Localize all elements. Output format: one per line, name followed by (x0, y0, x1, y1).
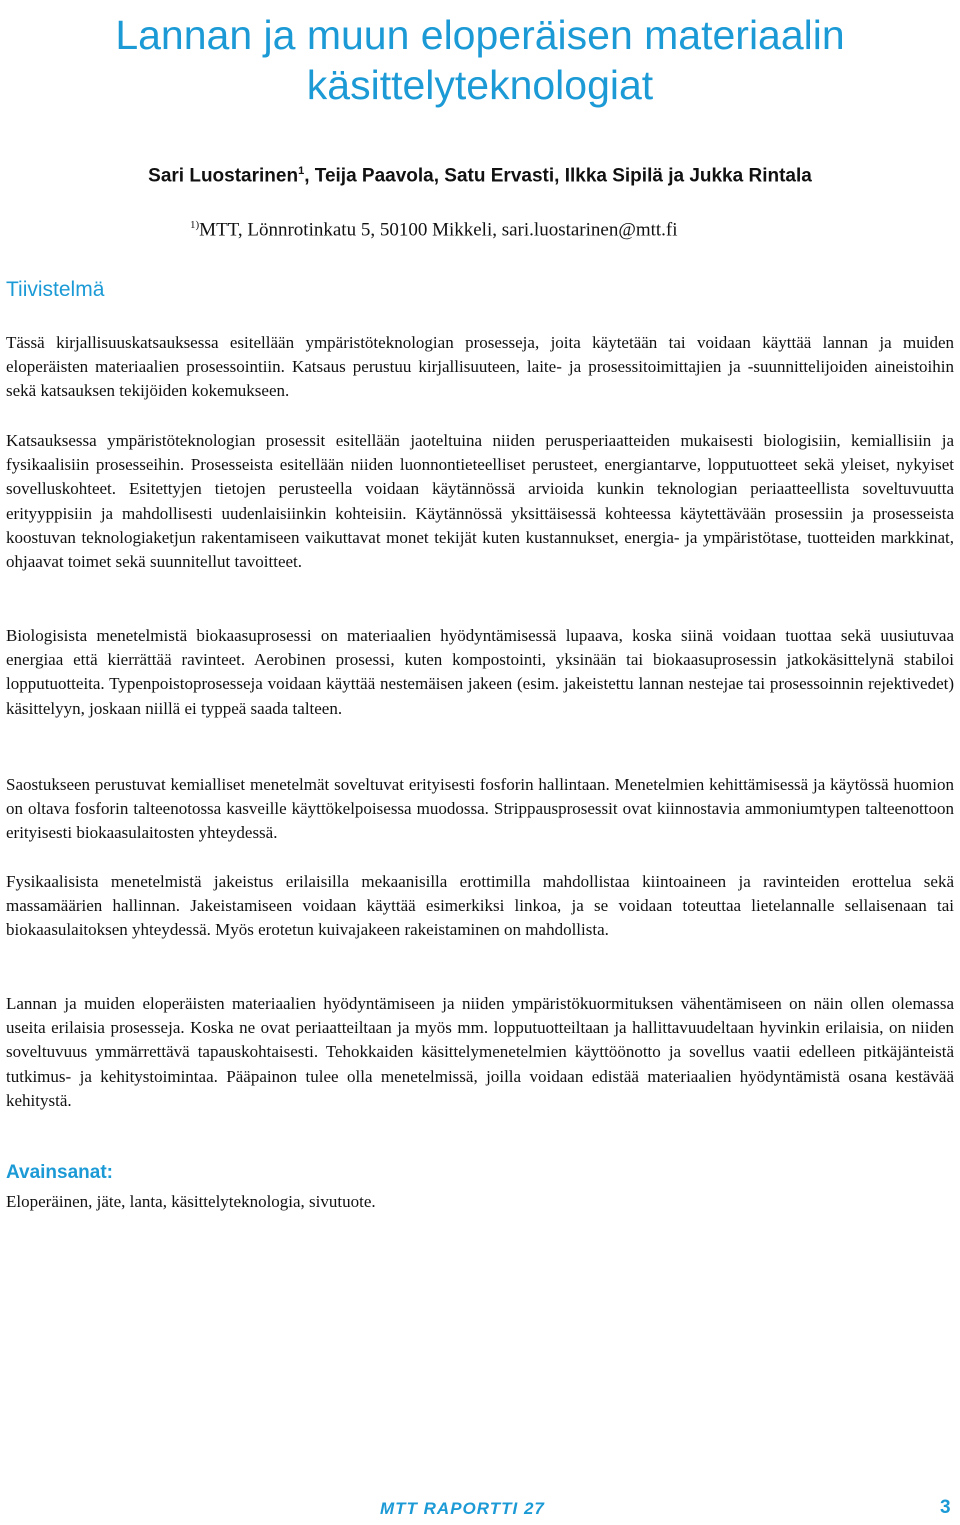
abstract-paragraph-2: Katsauksessa ympäristöteknologian prosessit esitellään jaoteltuina niiden perusperiaatteiden mukaisesti biologisiin, kemiallisiin ja fysikaalisiin prosesseihin. Prosesseista esitellään niiden luonnontieteelliset perusteet, energiantarve, lopputuotteet sekä yleiset, nykyiset sovelluskohteet. Esitettyjen tietojen perusteella voidaan käytännössä arvioida kunkin teknologian periaatteellista soveltuvuutta erityyppisiin ja mahdollisesti uudenlaisiinkin kohteisiin. Käytännössä yksittäisessä kohteessa käytettävään prosessiin ja prosesseista koostuvan teknologiaketjun rakentamiseen vaikuttavat monet tekijät kuten kustannukset, energia- ja ympäristötase, tuotteiden markkinat, ohjaavat toimet sekä suunnitellut tavoitteet. (6, 431, 954, 572)
abstract-paragraph-4: Saostukseen perustuvat kemialliset menetelmät soveltuvat erityisesti fosforin hallintaan. Menetelmien kehittämisessä ja käytössä huomion on oltava fosforin talteenotossa kasveille käyttökelpoisessa muodossa. Strippausprosessit ovat kiinnostavia ammoniumtypen talteenottoon erityisesti biokaasulaitosten yhteydessä. (6, 775, 954, 843)
abstract-paragraph-1: Tässä kirjallisuuskatsauksessa esitellään ympäristöteknologian prosesseja, joita käytetään tai voidaan käyttää lannan ja muiden eloperäisten materiaalien prosessointiin. Katsaus perustuu kirjallisuuteen, laite- ja prosessitoimittajien ja -suunnittelijoiden aineistoihin sekä katsauksen tekijöiden kokemukseen. (6, 333, 954, 401)
first-author: Sari Luostarinen (148, 165, 299, 187)
affiliation-text: MTT, Lönnrotinkatu 5, 50100 Mikkeli, sari.luostarinen@mtt.fi (199, 219, 678, 241)
abstract-paragraph-3: Biologisista menetelmistä biokaasuprosessi on materiaalien hyödyntämisessä lupaava, koska siinä voidaan tuottaa sekä uusiutuvaa energiaa että kierrättää ravinteet. Aerobinen prosessi, kuten kompostointi, yksinään tai biokaasuprosessin jatkokäsittelynä stabiloi lopputuotteita. Typenpoistoprosesseja voidaan käyttää nestemäisen jakeen (esim. jakeistettu lannan nestejae tai prosessoinnin rejektivedet) käsittelyyn, joskaan niillä ei typpeä saada talteen. (6, 626, 954, 718)
keywords-text: Eloperäinen, jäte, lanta, käsittelyteknologia, sivutuote. (6, 1192, 376, 1211)
abstract-paragraph-6: Lannan ja muiden eloperäisten materiaalien hyödyntämiseen ja niiden ympäristökuormituksen vähentämiseen on näin ollen olemassa useita erilaisia prosesseja. Koska ne ovat periaatteiltaan ja myös mm. lopputuotteiltaan ja hallittavuudeltaan hyvinkin erilaisia, on niiden soveltuvuus ymmärrettävä tapauskohtaisesti. Tehokkaiden käsittelymenetelmien käyttöönotto ja sovellus vaatii edelleen pitkäjänteistä tutkimus- ja kehitystoimintaa. Pääpainon tulee olla menetelmissä, joilla voidaan edistää materiaalien hyödyntämistä osana kestävää kehitystä. (6, 994, 954, 1110)
abstract-paragraph-5: Fysikaalisista menetelmistä jakeistus erilaisilla mekaanisilla erottimilla mahdollistaa kiintoaineen ja ravinteiden erottelua sekä massamäärien hallinnan. Jakeistamiseen voidaan käyttää esimerkiksi linkoa, ja se voidaan toteuttaa lietelannalle sellaisenaan tai biokaasulaitoksen yhteydessä. Myös erotetun kuivajakeen rakeistaminen on mahdollista. (6, 872, 954, 940)
document-title (0, 10, 960, 110)
other-authors: , Teija Paavola, Satu Ervasti, Ilkka Sipilä ja Jukka Rintala (304, 165, 812, 187)
affiliation (190, 212, 678, 243)
report-series-label: MTT RAPORTTI 27 (380, 1499, 545, 1518)
page-number: 3 (940, 1497, 951, 1518)
author-affiliation-mark: 1 (298, 165, 305, 177)
keywords-heading: Avainsanat: (6, 1162, 113, 1183)
abstract-heading: Tiivistelmä (6, 278, 105, 301)
title-line-2: käsittelyteknologiat (306, 62, 654, 108)
title-line-1: Lannan ja muun eloperäisen materiaalin (115, 12, 845, 58)
author-list (0, 158, 960, 189)
affiliation-mark: 1) (190, 219, 200, 231)
